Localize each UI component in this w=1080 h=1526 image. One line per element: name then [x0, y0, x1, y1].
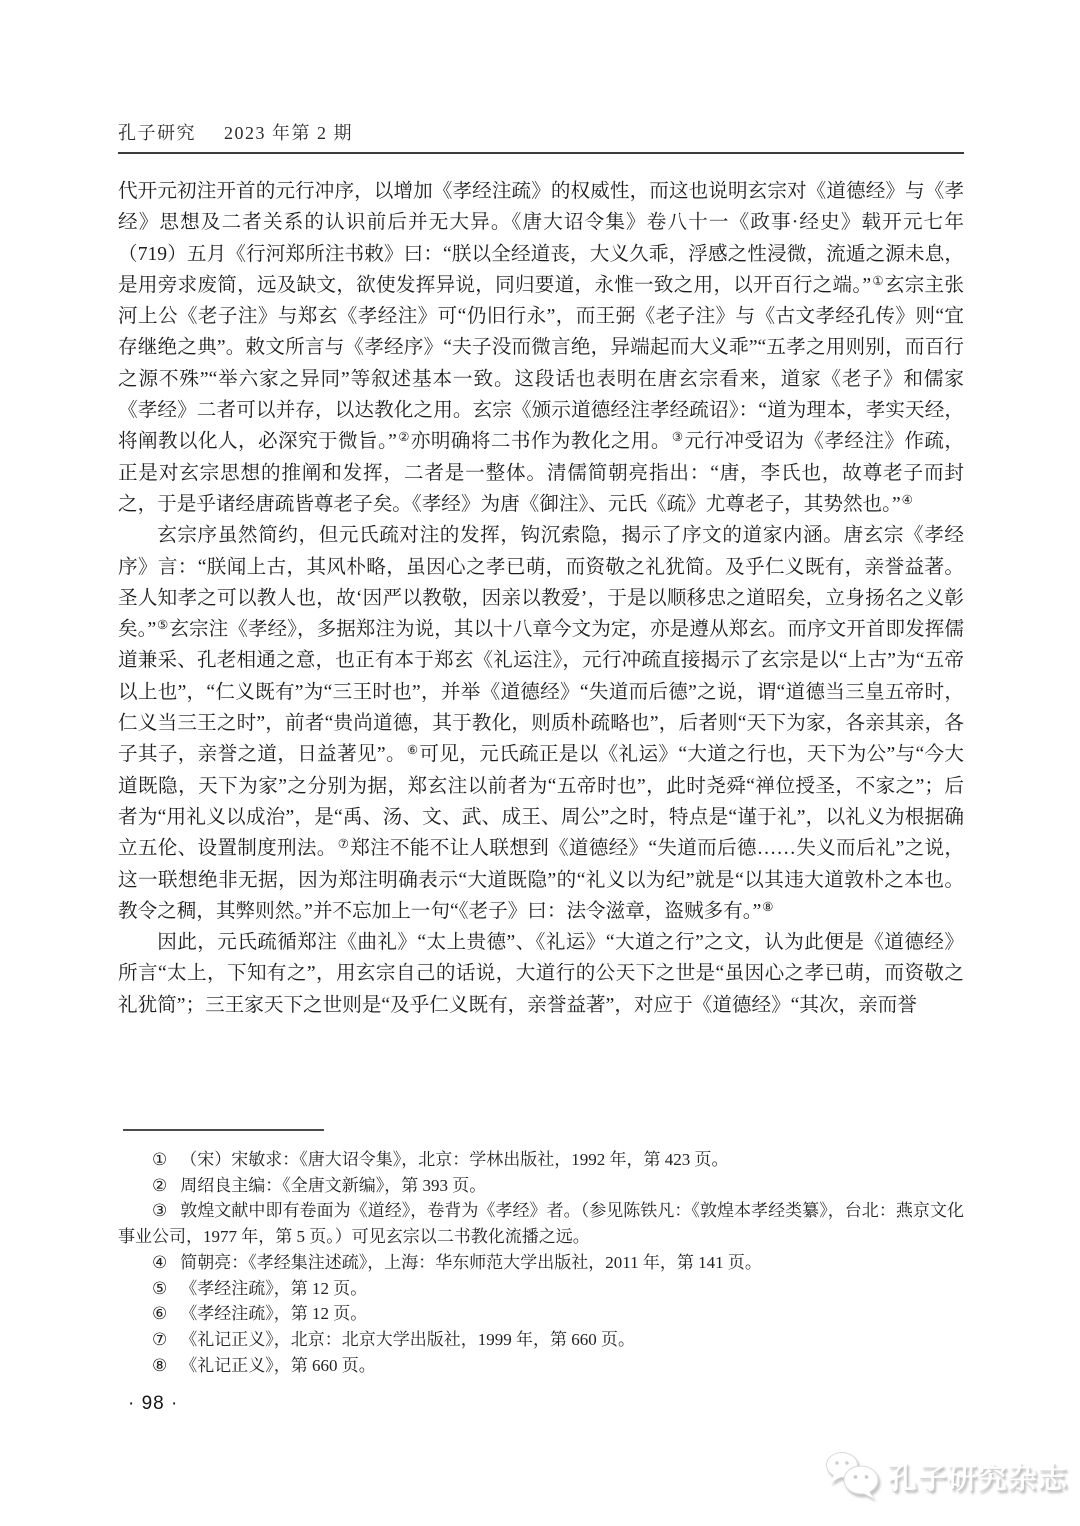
- footnotes-section: [118, 1147, 964, 1378]
- footnote-text: 周绍良主编：《全唐文新编》，第 393 页。: [180, 1175, 487, 1195]
- watermark: [824, 1450, 1068, 1502]
- page-header: [118, 119, 963, 145]
- wechat-icon: [824, 1450, 882, 1502]
- footnote-ref: ④: [901, 492, 913, 507]
- footnote-item: [118, 1276, 964, 1302]
- footnote-text: （宋）宋敏求：《唐大诏令集》，北京：学林出版社，1992 年，第 423 页。: [180, 1150, 729, 1169]
- footnote-text: 《礼记正义》，第 660 页。: [180, 1355, 376, 1375]
- footnote-marker: ⑥: [152, 1304, 168, 1324]
- footnote-item: [118, 1301, 964, 1327]
- journal-title: 孔子研究: [118, 123, 196, 143]
- footnote-ref: ⑤: [157, 618, 169, 633]
- issue-label: 2023 年第 2 期: [224, 123, 353, 143]
- footnote-text: 《孝经注疏》，第 12 页。: [180, 1304, 368, 1324]
- body-paragraph: 玄宗序虽然简约，但元氏疏对注的发挥，钩沉索隐，揭示了序文的道家内涵。唐玄宗《孝经序》言：“朕闻上古，其风朴略，虽因心之孝已萌，而资敬之礼犹简。及乎仁义既有，亲誉益著。圣人知孝之可以教人也，故‘因严以教敬，因亲以教爱’，于是以顺移忠之道昭矣，立身扬名之义彰矣。”⑤玄宗注《孝经》，多据郑注为说，其以十八章今文为定，亦是遵从郑玄。而序文开首即发挥儒道兼采、孔老相通之意，也正有本于郑玄《礼运注》，元行冲疏直接揭示了玄宗是以“上古”为“五帝以上也”，“仁义既有”为“三王时也”，并举《道德经》“失道而后德”之说，谓“道德当三皇五帝时，仁义当三王之时”，前者“贵尚道德，其于教化，则质朴疏略也”，后者则“天下为家，各亲其亲，各子其子，亲誉之道，日益著见”。⑥可见，元氏疏正是以《礼运》“大道之行也，天下为公”与“今大道既隐，天下为家”之分别为据，郑玄注以前者为“五帝时也”，此时尧舜“禅位授圣，不家之”；后者为“用礼义以成治”，是“禹、汤、文、武、成王、周公”之时，特点是“谨于礼”，以礼义为根据确立五伦、设置制度刑法。⑦郑注不能不让人联想到《道德经》“失道而后德……失义而后礼”之说，这一联想绝非无据，因为郑注明确表示“大道既隐”的“礼义以为纪”就是“以其违大道敦朴之本也。教令之稠，其弊则然。”并不忘加上一句“《老子》曰：法令滋章，盗贼多有。”⑧: [118, 525, 964, 922]
- footnote-marker: ③: [152, 1201, 168, 1221]
- footnote-text: 敦煌文献中即有卷面为《道经》，卷背为《孝经》者。（参见陈铁凡：《敦煌本孝经类纂》，台北：燕京文化事业公司，1977 年，第 5 页。）可见玄宗以二书教化流播之远。: [118, 1201, 964, 1247]
- footnote-text: 简朝亮：《孝经集注述疏》，上海：华东师范大学出版社，2011 年，第 141 页。: [180, 1252, 762, 1272]
- page-number: · 98 ·: [128, 1393, 179, 1414]
- footnote-ref: ⑦: [337, 837, 350, 852]
- footnote-item: [118, 1353, 964, 1379]
- footnote-item: [118, 1250, 964, 1276]
- footnote-item: [118, 1327, 964, 1353]
- footnote-ref: ②: [397, 430, 410, 445]
- article-body: [118, 176, 964, 1021]
- footnote-marker: ⑧: [152, 1355, 168, 1375]
- footnote-item: [118, 1173, 964, 1199]
- footnote-marker: ①: [152, 1150, 168, 1169]
- footnote-ref: ③: [671, 430, 684, 445]
- footnote-marker: ④: [152, 1252, 168, 1272]
- footnote-text: 《礼记正义》，北京：北京大学出版社，1999 年，第 660 页。: [180, 1329, 635, 1349]
- footnote-marker: ⑤: [152, 1278, 168, 1298]
- footnote-item: [118, 1198, 964, 1249]
- body-paragraph: 因此，元氏疏循郑注《曲礼》“太上贵德”、《礼运》“大道之行”之文，认为此便是《道德经》所言“太上，下知有之”，用玄宗自己的话说，大道行的公天下之世是“虽因心之孝已萌，而资敬之礼犹简”；三王家天下之世则是“及乎仁义既有，亲誉益著”，对应于《道德经》“其次，亲而誉: [118, 932, 964, 1016]
- watermark-label: 孔子研究杂志: [888, 1462, 1069, 1495]
- header-rule: [118, 152, 964, 154]
- footnote-ref: ⑧: [762, 899, 774, 914]
- footnote-marker: ②: [152, 1175, 168, 1195]
- footnote-item: [118, 1147, 964, 1173]
- footnote-marker: ⑦: [152, 1329, 168, 1349]
- footnote-ref: ①: [872, 273, 884, 288]
- footnote-text: 《孝经注疏》，第 12 页。: [180, 1278, 368, 1298]
- body-paragraph: 代开元初注开首的元行冲序，以增加《孝经注疏》的权威性，而这也说明玄宗对《道德经》与《孝经》思想及二者关系的认识前后并无大异。《唐大诏令集》卷八十一《政事·经史》载开元七年（719）五月《行河郑所注书敕》曰：“朕以全经道丧，大义久乖，浮感之性浸微，流遁之源未息，是用旁求废简，远及缺文，欲使发挥异说，同归要道，永惟一致之用，以开百行之端。”①玄宗主张河上公《老子注》与郑玄《孝经注》可“仍旧行永”，而王弼《老子注》与《古文孝经孔传》则“宜存继绝之典”。敕文所言与《孝经序》“夫子没而微言绝，异端起而大义乖”“五孝之用则别，而百行之源不殊”“举六家之异同”等叙述基本一致。这段话也表明在唐玄宗看来，道家《老子》和儒家《孝经》二者可以并存，以达教化之用。玄宗《颁示道德经注孝经疏诏》：“道为理本，孝实天经，将阐教以化人，必深究于微旨。”②亦明确将二书作为教化之用。③元行冲受诏为《孝经注》作疏，正是对玄宗思想的推阐和发挥，二者是一整体。清儒简朝亮指出：“唐，李氏也，故尊老子而封之，于是乎诸经唐疏皆尊老子矣。《孝经》为唐《御注》、元氏《疏》尤尊老子，其势然也。”④: [118, 181, 964, 515]
- footnote-separator: [123, 1129, 324, 1131]
- footnote-ref: ⑥: [406, 743, 419, 758]
